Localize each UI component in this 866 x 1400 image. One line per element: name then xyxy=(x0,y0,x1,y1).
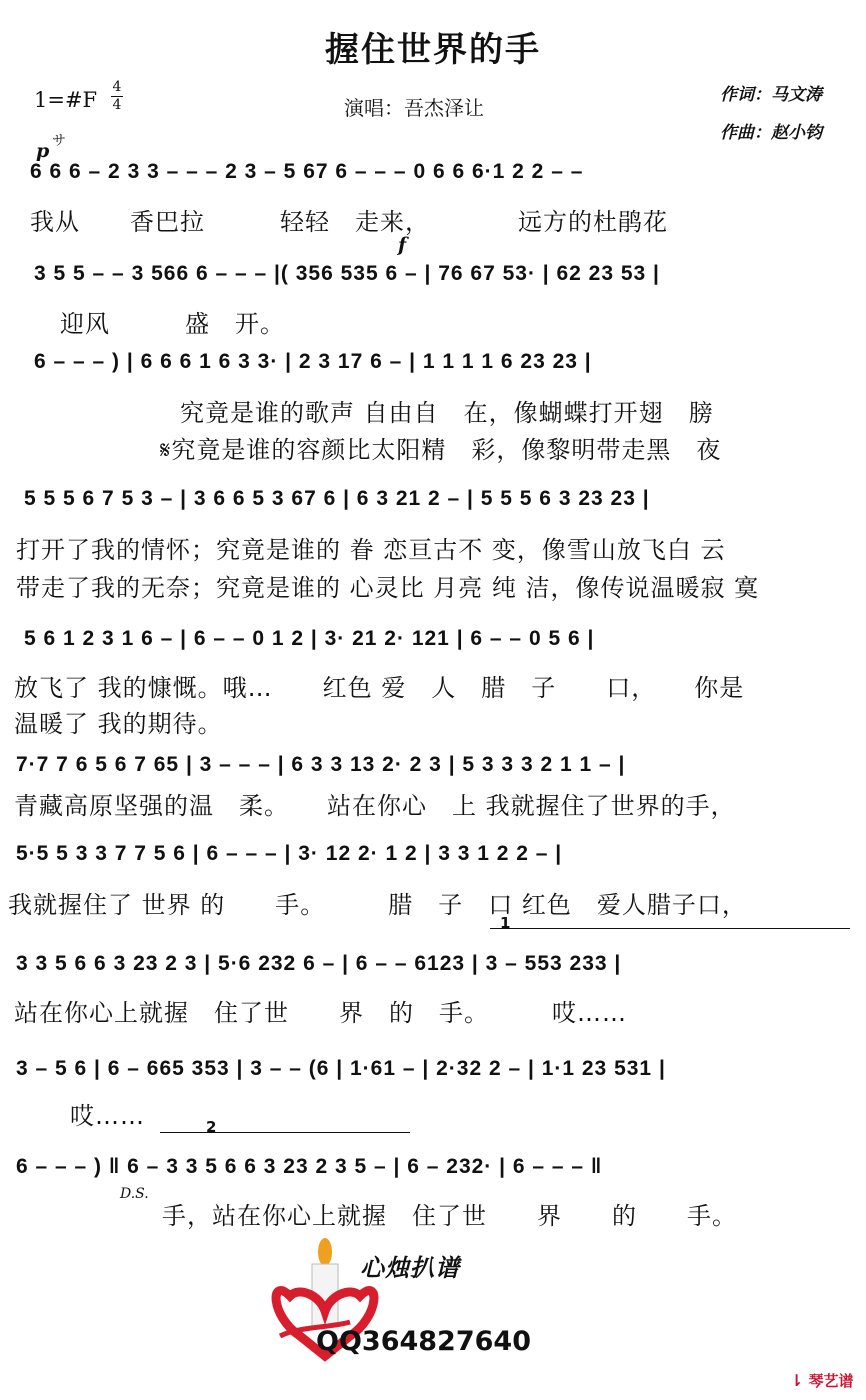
key-signature: 1=#F xyxy=(34,88,98,112)
watermark-logo-icon: ⇂ xyxy=(790,1371,804,1390)
watermark-text: 琴艺谱 xyxy=(808,1372,854,1390)
segno-sign: 𝄋 xyxy=(160,436,172,464)
lyric-row-9: 哎…… xyxy=(70,1102,145,1130)
volta-2-bracket xyxy=(160,1132,410,1133)
meter-top: 4 xyxy=(112,79,122,95)
notation-row-7: 5·5 5 3 3 7 7 5 6 | 6 – – – | 3· 12 2· 1 2 | 3 3 1 2 2 – | xyxy=(16,842,563,865)
lyric-row-7: 我就握住了 世界 的 手。 腊 子 口 红色 爱人腊子口， xyxy=(8,891,747,919)
lyric-row-5a: 放飞了 我的慷慨。哦… 红色 爱 人 腊 子 口， 你是 xyxy=(14,674,745,702)
lyric-row-2: 迎风 盛 开。 xyxy=(60,310,285,338)
lyric-row-5b: 温暖了 我的期待。 xyxy=(14,710,223,738)
lyric-row-6: 青藏高原坚强的温 柔。 站在你心 上 我就握住了世界的手， xyxy=(14,792,736,820)
notation-row-2: 3 5 5 – – 3 566 6 – – – |( 356 535 6 – | 76 67 53· | 62 23 53 | xyxy=(34,262,660,285)
song-title: 握住世界的手 xyxy=(325,30,541,70)
lyric-row-3a: 究竟是谁的歌声 自由自 在，像蝴蝶打开翅 膀 xyxy=(180,399,714,427)
lyric-row-8: 站在你心上就握 住了世 界 的 手。 哎…… xyxy=(14,999,627,1027)
lyric-row-1: 我从 香巴拉 轻轻 走来， 远方的杜鹃花 xyxy=(30,208,668,236)
notation-row-5: 5 6 1 2 3 1 6 – | 6 – – 0 1 2 | 3· 21 2· 121 | 6 – – 0 5 6 | xyxy=(24,627,595,650)
notation-row-9: 3 – 5 6 | 6 – 665 353 | 3 – – (6 | 1·61 – | 2·32 2 – | 1·1 23 531 | xyxy=(16,1057,666,1080)
dal-segno: D.S. xyxy=(120,1186,149,1202)
performer: 演唱：吾杰泽让 xyxy=(344,96,484,120)
notation-row-4: 5 5 5 6 7 5 3 – | 3 6 6 5 3 67 6 | 6 3 21 2 – | 5 5 5 6 3 23 23 | xyxy=(24,487,650,510)
notation-row-10: 6 – – – ) ‖ 6 – 3 3 5 6 6 3 23 2 3 5 – | 6 – 232· | 6 – – – ‖ xyxy=(16,1155,603,1178)
dynamic-p: p xyxy=(36,140,50,162)
notation-row-8: 3 3 5 6 6 3 23 2 3 | 5·6 232 6 – | 6 – – 6123 | 3 – 553 233 | xyxy=(16,952,622,975)
dynamic-sa: サ xyxy=(52,133,66,149)
meter-bottom: 4 xyxy=(112,97,122,113)
lyricist: 作词：马文涛 xyxy=(720,85,822,105)
lyric-row-4b: 带走了我的无奈；究竟是谁的 心灵比 月亮 纯 洁，像传说温暖寂 寞 xyxy=(16,574,760,602)
lyric-row-3b xyxy=(160,430,721,465)
site-watermark xyxy=(790,1370,854,1391)
composer: 作曲：赵小钧 xyxy=(720,123,822,143)
notation-row-6: 7·7 7 6 5 6 7 65 | 3 – – – | 6 3 3 13 2· 2 3 | 5 3 3 3 2 1 1 – | xyxy=(16,753,626,776)
volta-1-bracket xyxy=(490,928,850,929)
qq-number: QQ364827640 xyxy=(316,1326,531,1357)
volta-2: 2 xyxy=(206,1118,217,1136)
dynamic-f: f xyxy=(398,234,407,256)
volta-1: 1 xyxy=(500,914,511,932)
notation-row-1: 6 6 6 – 2 3 3 – – – 2 3 – 5 67 6 – – – 0 6 6 6·1 2 2 – – xyxy=(30,160,584,183)
lyric-row-4a: 打开了我的情怀；究竟是谁的 眷 恋亘古不 变，像雪山放飞白 云 xyxy=(16,536,726,564)
lyric-row-3b-text: 究竟是谁的容颜比太阳精 彩，像黎明带走黑 夜 xyxy=(171,436,722,464)
lyric-row-10: 手，站在你心上就握 住了世 界 的 手。 xyxy=(162,1202,737,1230)
time-signature xyxy=(110,79,124,114)
notation-row-3: 6 – – – ) | 6 6 6 1 6 3 3· | 2 3 17 6 – | 1 1 1 1 6 23 23 | xyxy=(34,350,592,373)
logo-text: 心烛扒谱 xyxy=(360,1254,460,1282)
